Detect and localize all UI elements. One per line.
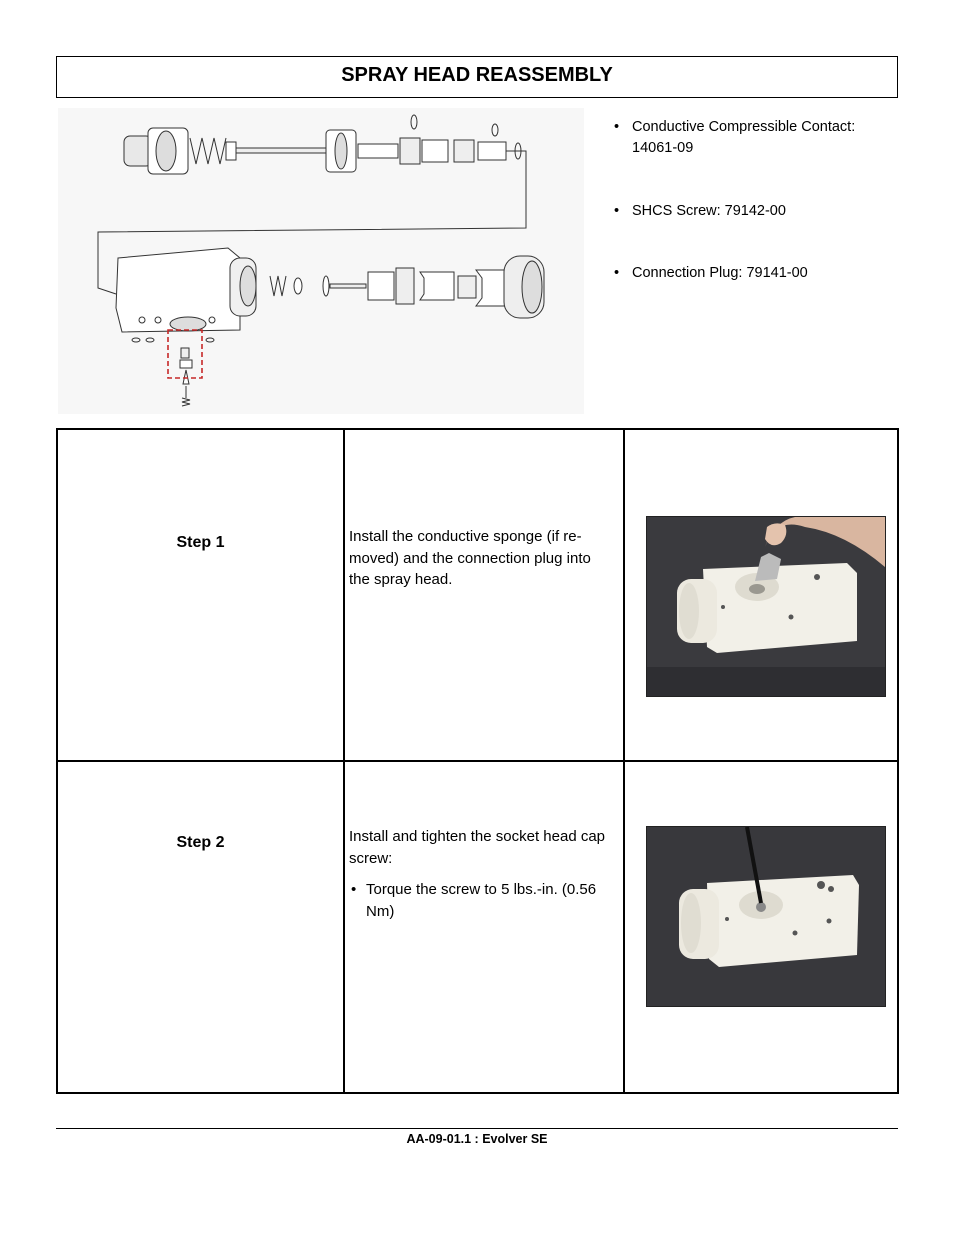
parts-list [614, 117, 904, 284]
page-title-box [56, 56, 898, 98]
step-row [57, 429, 898, 761]
step-photo-cell [624, 429, 898, 761]
step-row [57, 761, 898, 1093]
step-label: Step 2 [176, 834, 225, 851]
footer-divider [56, 1128, 898, 1129]
step-bullet: • Torque the screw to 5 lbs.-in. (0.56 Nm) [349, 879, 615, 922]
step-description-cell [344, 429, 624, 761]
parts-list-item: • Conductive Compressible Contact: 14061-09 [614, 117, 904, 159]
step-description-text: Install and tighten the socket head cap screw: [349, 828, 606, 867]
step-description [349, 826, 615, 922]
step-description: Install the conductive sponge (if re-moved) and the connection plug into the spray head. [349, 528, 591, 588]
steps-table [56, 428, 899, 1094]
page-footer: AA-09-01.1 : Evolver SE [406, 1132, 548, 1146]
step-label-cell [57, 429, 344, 761]
page-title: SPRAY HEAD REASSEMBLY [341, 64, 613, 86]
step-label: Step 1 [176, 534, 225, 551]
parts-list-item: • Connection Plug: 79141-00 [614, 263, 904, 284]
spray-head-photo [646, 516, 886, 697]
step-label-cell [57, 761, 344, 1093]
spray-head-photo [646, 826, 886, 1007]
step-photo-cell [624, 761, 898, 1093]
step-description-cell [344, 761, 624, 1093]
parts-list-item: • SHCS Screw: 79142-00 [614, 201, 904, 222]
exploded-assembly-diagram [58, 108, 584, 414]
